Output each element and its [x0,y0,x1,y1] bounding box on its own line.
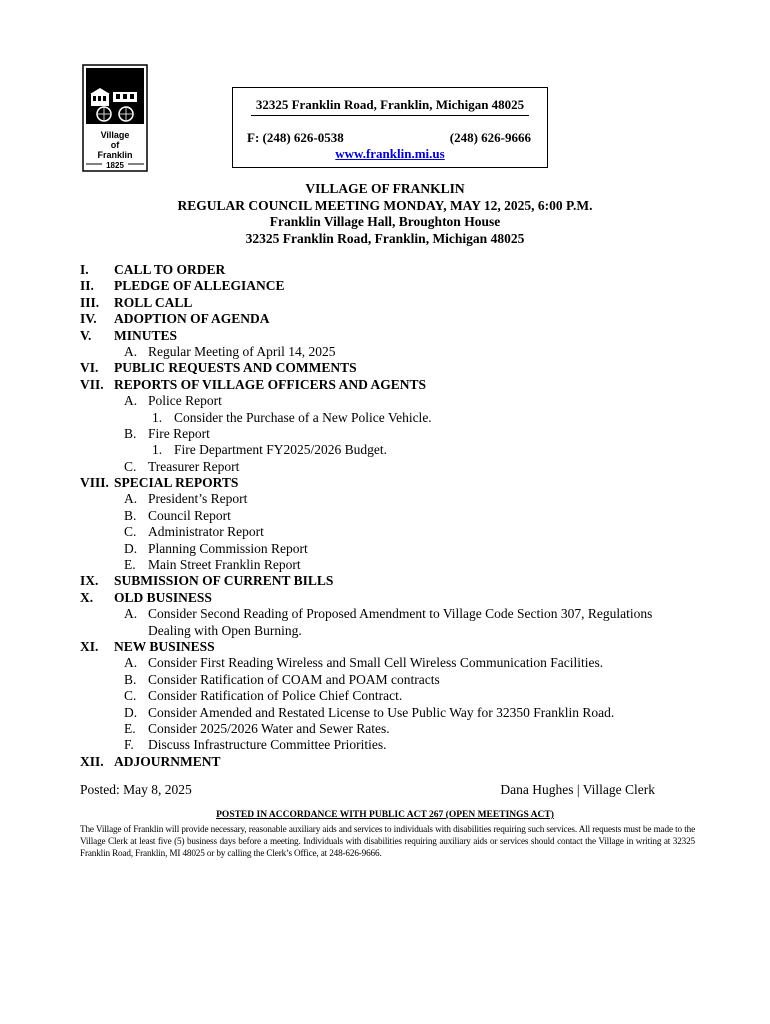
agenda-item [80,410,700,426]
fax-number: F: (248) 626-0538 [247,130,344,145]
village-clerk: Dana Hughes | Village Clerk [500,782,655,797]
agenda-item-number: II. [80,278,94,294]
agenda-item-number: F. [124,737,134,753]
agenda-item-number: XII. [80,753,104,769]
agenda-item-text: Consider First Reading Wireless and Small Cell Wireless Communication Facilities. [148,655,604,671]
agenda-item [80,606,700,622]
agenda-item-text: Council Report [148,507,231,523]
agenda-section [80,311,700,327]
address-line: 32325 Franklin Road, Franklin, Michigan 48025 [255,97,525,112]
agenda-item-number: 1. [152,442,163,458]
agenda-item-number: D. [124,540,138,556]
agenda-item-text: NEW BUSINESS [114,638,215,654]
agenda-item-text: Consider the Purchase of a New Police Vehicle. [174,409,432,425]
agenda-section [80,754,700,770]
village-of-franklin-logo [82,64,148,172]
website-link[interactable]: www.franklin.mi.us [335,146,445,161]
agenda-item [80,623,700,639]
agenda-item-text: Consider Ratification of COAM and POAM contracts [148,671,440,687]
logo-line-year: 1825 [106,161,124,170]
agenda-item-text: ADJOURNMENT [114,753,221,769]
agenda-section [80,590,700,606]
agenda-item [80,557,700,573]
agenda-item-number: IV. [80,311,97,327]
agenda-item-number: B. [124,507,137,523]
agenda-item-text: Regular Meeting of April 14, 2025 [148,343,336,359]
agenda-item-text: President’s Report [148,491,248,507]
meeting-heading [0,181,770,247]
posted-date: Posted: May 8, 2025 [80,782,192,797]
agenda-item-number: C. [124,458,137,474]
agenda-section [80,360,700,376]
heading-line-2: REGULAR COUNCIL MEETING MONDAY, MAY 12, 2025, 6:00 P.M. [177,197,593,213]
agenda-section [80,639,700,655]
logo-line-franklin: Franklin [97,150,133,160]
agenda-item-text: Discuss Infrastructure Committee Priorities. [148,737,387,753]
heading-line-4: 32325 Franklin Road, Franklin, Michigan 48025 [245,230,525,246]
agenda-item-number: A. [124,393,138,409]
agenda-item-text: ROLL CALL [114,294,193,310]
agenda-item-number: B. [124,671,137,687]
agenda-item-text: OLD BUSINESS [114,589,212,605]
agenda-item [80,508,700,524]
agenda-item-text: Consider Ratification of Police Chief Contract. [148,688,403,704]
agenda-section [80,328,700,344]
agenda-item-number: C. [124,524,137,540]
agenda-item-text: PLEDGE OF ALLEGIANCE [114,278,285,294]
notice-body: The Village of Franklin will provide necessary, reasonable auxiliary aids and services to individuals with disabilities requiring such services. All requests must be made to the Village Clerk at least five (5) business days before a meeting. Individuals with disabilities requiring auxiliary aids or services should contact the Village in writing at 32325 Franklin Road, Franklin, MI 48025 or by calling the Clerk’s Office, at 248-626-9666. [80,824,695,858]
agenda-item-text: Administrator Report [148,524,264,540]
agenda-item-number: A. [124,655,138,671]
agenda-section [80,278,700,294]
agenda-item-number: B. [124,425,137,441]
agenda-item [80,459,700,475]
agenda-item-text: SPECIAL REPORTS [114,475,239,491]
agenda-item [80,541,700,557]
agenda-item [80,655,700,671]
agenda-item [80,524,700,540]
agenda-item-text: Dealing with Open Burning. [148,622,302,638]
agenda-item-text: Consider Second Reading of Proposed Amendment to Village Code Section 307, Regulations [148,606,653,622]
agenda-item [80,737,700,753]
agenda-item-text: Planning Commission Report [148,540,308,556]
agenda-section [80,262,700,278]
agenda-item-number: D. [124,704,138,720]
phone-number: (248) 626-9666 [449,130,531,145]
agenda-section [80,475,700,491]
agenda-item [80,672,700,688]
agenda-item-number: A. [124,491,138,507]
agenda-item-number: A. [124,343,138,359]
heading-line-3: Franklin Village Hall, Broughton House [269,214,501,229]
agenda-item [80,688,700,704]
agenda-item-text: REPORTS OF VILLAGE OFFICERS AND AGENTS [114,376,426,392]
agenda-section [80,377,700,393]
agenda-item-text: Fire Report [148,425,210,441]
agenda-item-text: Fire Department FY2025/2026 Budget. [174,442,387,458]
agenda-item-number: VIII. [80,475,109,491]
agenda-item [80,442,700,458]
logo-line-of: of [110,140,120,150]
agenda-item [80,426,700,442]
agenda-item-text: MINUTES [114,327,178,343]
agenda-item-text: Consider 2025/2026 Water and Sewer Rates. [148,720,390,736]
agenda-item-number: I. [80,262,89,277]
agenda-item-text: Treasurer Report [148,458,240,474]
agenda-item-number: X. [80,589,94,605]
agenda-item-number: E. [124,557,136,573]
notice-title: POSTED IN ACCORDANCE WITH PUBLIC ACT 267 (OPEN MEETINGS ACT) [216,810,554,820]
agenda-section [80,573,700,589]
agenda-item-text: Main Street Franklin Report [148,557,301,573]
agenda-item-text: CALL TO ORDER [114,262,226,277]
agenda-item-number: E. [124,720,136,736]
agenda-item-text: ADOPTION OF AGENDA [114,311,270,327]
agenda-item [80,721,700,737]
agenda-item-text: PUBLIC REQUESTS AND COMMENTS [114,360,357,376]
heading-line-1: VILLAGE OF FRANKLIN [305,181,465,196]
agenda-item-text: Consider Amended and Restated License to Use Public Way for 32350 Franklin Road. [148,704,615,720]
agenda-item-number: VI. [80,360,99,376]
agenda-item-number: V. [80,327,92,343]
agenda-item [80,491,700,507]
agenda-item-number: C. [124,688,137,704]
agenda-item-number: XI. [80,638,99,654]
logo-line-village: Village [100,130,130,140]
address-box [232,87,548,168]
agenda-item-number: A. [124,606,138,622]
agenda-item-number: 1. [152,409,163,425]
agenda-item-number: VII. [80,376,104,392]
address-rule [251,115,529,116]
agenda-item [80,344,700,360]
agenda-item-number: IX. [80,573,99,589]
agenda-section [80,295,700,311]
agenda-item [80,705,700,721]
agenda-item-text: Police Report [148,393,222,409]
agenda-list [80,262,700,770]
agenda-item [80,393,700,409]
agenda-item-text: SUBMISSION OF CURRENT BILLS [114,573,334,589]
agenda-item-number: III. [80,294,100,310]
